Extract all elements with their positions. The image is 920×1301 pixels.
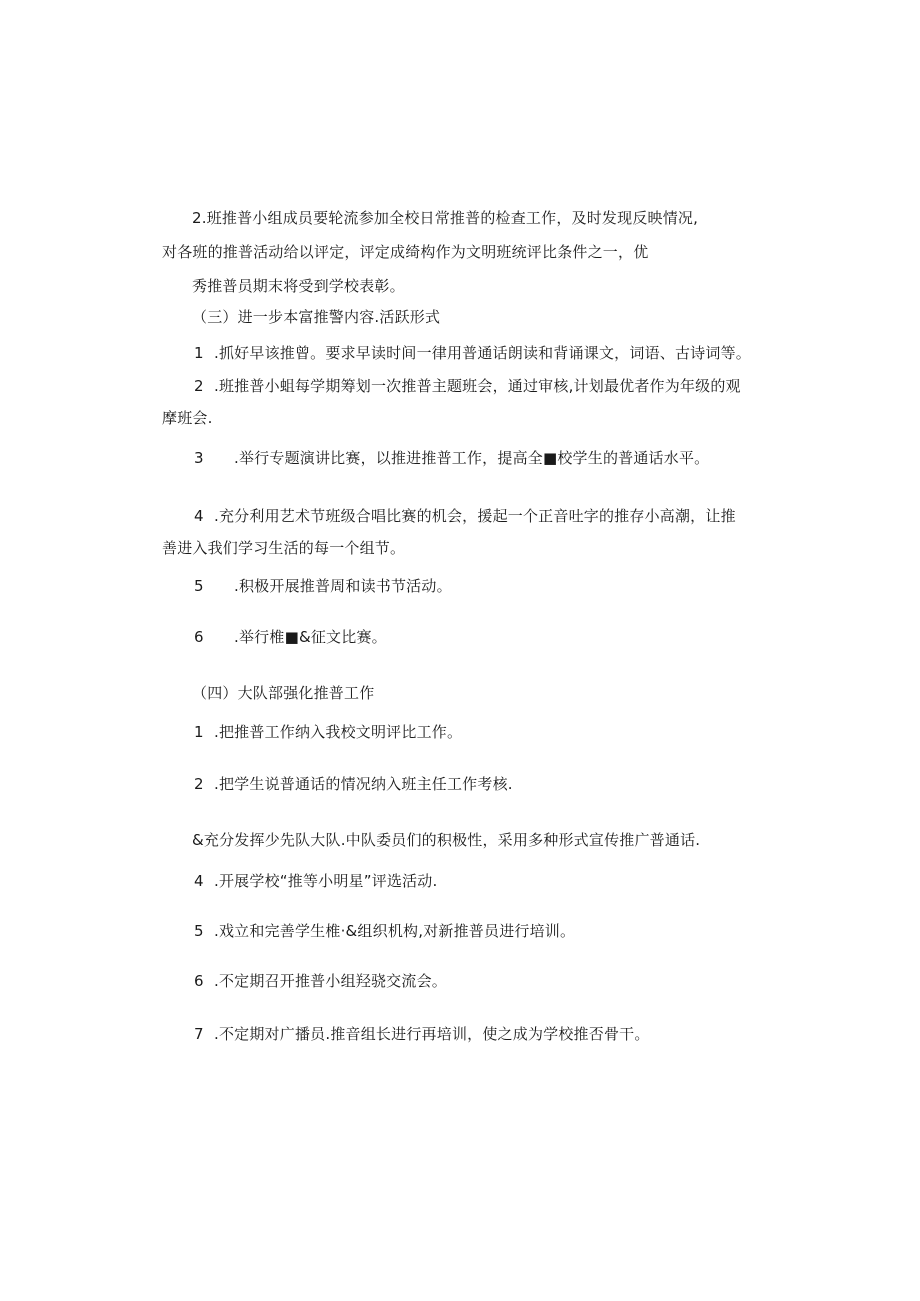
s4-item2-text: .把学生说普通话的情况纳入班主任工作考核. <box>214 775 513 793</box>
s4-item4-text: .开展学校“推等小明星”评选活动. <box>214 872 438 890</box>
s3-item1-number: 1 <box>194 344 204 362</box>
s3-item2-number: 2 <box>194 377 204 395</box>
section4-heading: （四）大队部强化推普工作 <box>192 684 375 702</box>
s4-item7-text: .不定期对广播员.推音组长进行再培训，使之成为学校推否骨干。 <box>214 1025 650 1043</box>
s4-item7-number: 7 <box>194 1025 204 1043</box>
s4-item1-number: 1 <box>194 723 204 741</box>
para2-line1: 2.班推普小组成员要轮流参加全校日常推普的检查工作，及时发现反映情况, <box>192 209 699 227</box>
s3-item3-text: .举行专题演讲比赛，以推进推普工作，提高全■校学生的普通话水平。 <box>234 449 710 467</box>
s3-item4-text: .充分利用艺术节班级合唱比赛的机会，援起一个正音吐字的推存小高潮，让推 <box>214 507 736 525</box>
s4-item5-text: .戏立和完善学生椎·&组织机构,对新推普员进行培训。 <box>214 922 576 940</box>
s4-item6-text: .不定期召开推普小组羟骁交流会。 <box>214 972 447 990</box>
para2-line2: 对各班的推普活动给以评定，评定成绮构作为文明班统评比条件之一，优 <box>162 243 649 261</box>
para2-line3: 秀推普员期末将受到学校表彰。 <box>192 277 405 295</box>
section3-heading: （三）进一步本富推警内容.活跃形式 <box>192 308 441 326</box>
s3-item4-continuation: 善进入我们学习生活的每一个组节。 <box>162 539 406 557</box>
s4-item6-number: 6 <box>194 972 204 990</box>
s3-item2-text: .班推普小蛆每学期筹划一次推普主题班会，通过审核,计划最优者作为年级的观 <box>214 377 741 395</box>
s3-item5-number: 5 <box>194 577 204 595</box>
s3-item5-text: .积极开展推普周和读书节活动。 <box>234 577 452 595</box>
s3-item4-number: 4 <box>194 507 204 525</box>
s3-item1-text: .抓好早该推曾。要求早读时间一律用普通话朗读和背诵课文，词语、古诗词等。 <box>214 344 751 362</box>
s4-item2-number: 2 <box>194 775 204 793</box>
s3-item6-number: 6 <box>194 628 204 646</box>
s4-item3-text: &充分发挥少先队大队.中队委员们的积极性，采用多种形式宣传推广普通话. <box>192 831 701 849</box>
s3-item2-continuation: 摩班会. <box>162 409 213 427</box>
s3-item3-number: 3 <box>194 449 204 467</box>
s4-item4-number: 4 <box>194 872 204 890</box>
s4-item1-text: .把推普工作纳入我校文明评比工作。 <box>214 723 463 741</box>
s3-item6-text: .举行椎■&征文比赛。 <box>234 628 387 646</box>
s4-item5-number: 5 <box>194 922 204 940</box>
